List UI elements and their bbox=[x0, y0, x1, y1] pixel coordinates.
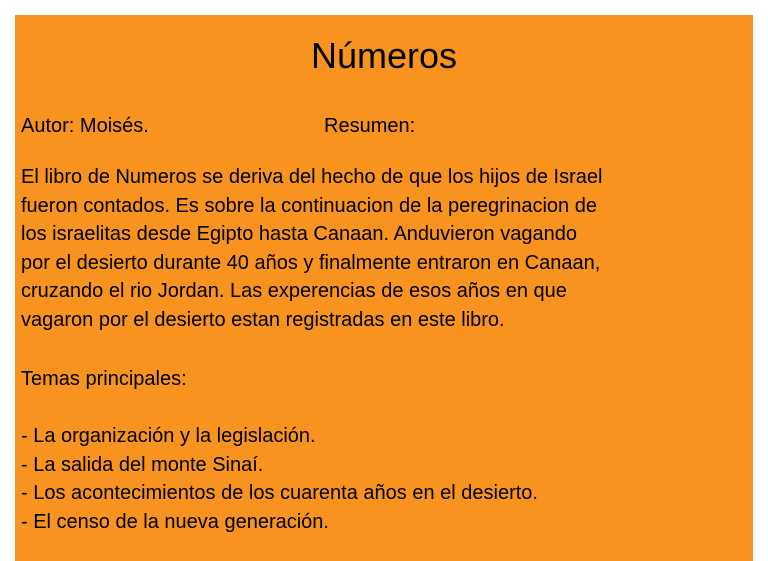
summary-line: por el desierto durante 40 años y finalmente entraron en Canaan, bbox=[21, 251, 601, 274]
list-item: - Los acontecimientos de los cuarenta años en el desierto. bbox=[21, 482, 538, 505]
themes-heading: Temas principales: bbox=[21, 368, 187, 390]
author-text: Autor: Moisés. bbox=[21, 115, 149, 137]
summary-line: fueron contados. Es sobre la continuacion de la peregrinacion de bbox=[21, 194, 597, 217]
slide bbox=[15, 15, 753, 561]
slide-title: Números bbox=[310, 35, 458, 76]
list-item: - La organización y la legislación. bbox=[21, 425, 316, 447]
summary-line: vagaron por el desierto estan registradas en este libro. bbox=[21, 308, 505, 331]
summary-line: los israelitas desde Egipto hasta Canaan. Anduvieron vagando bbox=[21, 223, 577, 246]
summary-line: cruzando el rio Jordan. Las experencias de esos años en que bbox=[21, 280, 567, 303]
summary-paragraph bbox=[21, 163, 751, 335]
list-item: - La salida del monte Sinaí. bbox=[21, 453, 264, 476]
list-item: - El censo de la nueva generación. bbox=[21, 510, 329, 533]
summary-label: Resumen: bbox=[324, 115, 416, 137]
themes-list bbox=[21, 422, 538, 536]
summary-line: El libro de Numeros se deriva del hecho de que los hijos de Israel bbox=[21, 166, 603, 188]
